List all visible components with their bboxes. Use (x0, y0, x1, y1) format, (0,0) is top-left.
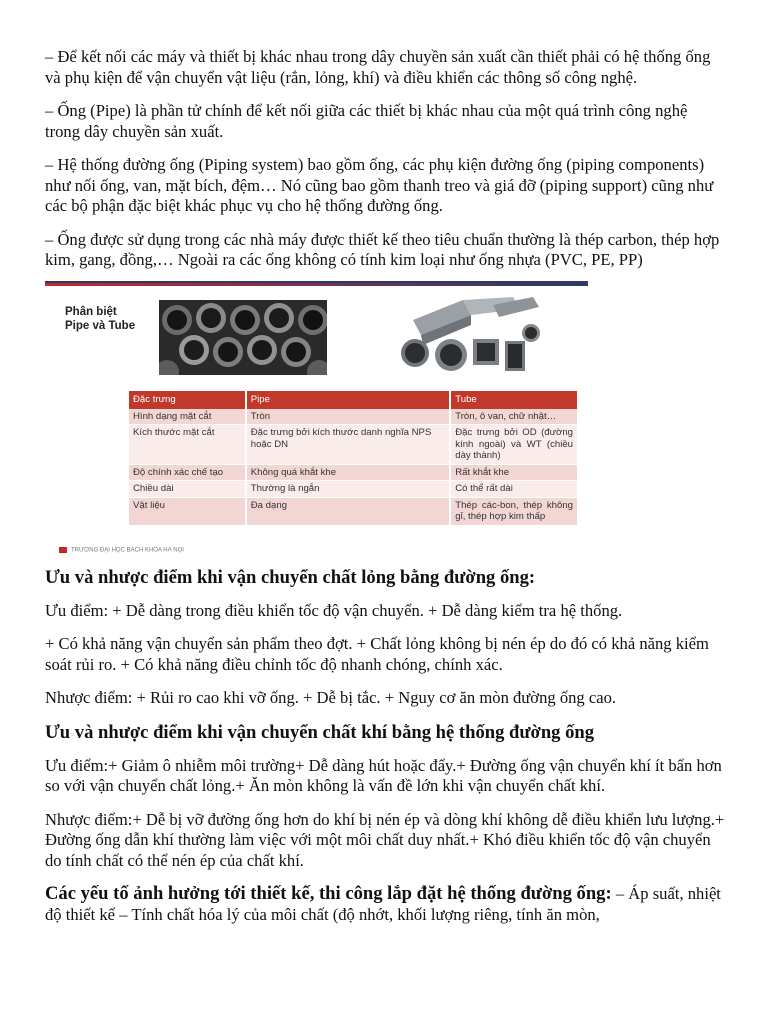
table-cell: Thép các-bon, thép không gỉ, thép hợp kim thấp (450, 497, 578, 525)
table-cell: Độ chính xác chế tạo (129, 464, 246, 481)
table-cell: Đặc trưng bởi OD (đường kính ngoài) và WT (chiều dày thành) (450, 425, 578, 465)
table-cell: Rất khắt khe (450, 464, 578, 481)
table-cell: Đa dạng (246, 497, 451, 525)
table-cell: Tròn (246, 409, 451, 425)
pipe-bundle-photo (159, 300, 327, 375)
university-logo-icon (59, 547, 67, 553)
table-header-pipe: Pipe (246, 391, 451, 409)
pipe-vs-tube-slide (45, 281, 588, 555)
pipe-tube-comparison-table (129, 391, 579, 526)
top-margin (45, 0, 725, 47)
slide-title (65, 305, 155, 333)
table-header-feature: Đặc trưng (129, 391, 246, 409)
table-row (129, 481, 578, 498)
table-cell: Hình dạng mặt cắt (129, 409, 246, 425)
table-header-row (129, 391, 578, 409)
paragraph-gas-cons: Nhược điểm:+ Dễ bị vỡ đường ống hơn do khí bị nén ép và dòng khí không dễ điều khiển lưu lượng.+ Đường ống dẫn khí thường làm việc với một môi chất duy nhất.+ Khó điều khiển tốc độ vận chuyển do tính chất có thể nén ép của chất khí. (45, 809, 725, 870)
slide-title-line-2: Pipe và Tube (65, 319, 136, 332)
table-cell: Tròn, ô van, chữ nhật… (450, 409, 578, 425)
table-row (129, 497, 578, 525)
table-cell: Không quá khắt khe (246, 464, 451, 481)
tube-profiles-photo (393, 295, 543, 377)
slide-footer-text: TRƯỜNG ĐẠI HỌC BÁCH KHOA HÀ NỘI (71, 547, 184, 554)
table-row (129, 464, 578, 481)
table-cell: Đặc trưng bởi kích thước danh nghĩa NPS hoặc DN (246, 425, 451, 465)
document-page (45, 0, 725, 938)
paragraph-liquid-pros: Ưu điểm: + Dễ dàng trong điều khiển tốc độ vận chuyển. + Dễ dàng kiểm tra hệ thống. (45, 600, 623, 620)
paragraph-design-factors (45, 884, 725, 925)
section-heading-factors: Các yếu tố ảnh hưởng tới thiết kế, thi công lắp đặt hệ thống đường ống: (45, 883, 612, 904)
slide-footer (59, 547, 579, 555)
table-cell: Có thể rất dài (450, 481, 578, 498)
slide-title-line-1: Phân biệt (65, 305, 117, 318)
tube-shapes-icon (401, 297, 540, 371)
table-cell: Kích thước mặt cắt (129, 425, 246, 465)
section-heading-gas: Ưu và nhược điểm khi vận chuyển chất khí bằng hệ thống đường ống (45, 721, 595, 743)
table-cell: Thường là ngắn (246, 481, 451, 498)
table-cell: Chiều dài (129, 481, 246, 498)
table-cell: Vật liệu (129, 497, 246, 525)
table-row (129, 425, 578, 465)
paragraph-intro-4: – Ống được sử dụng trong các nhà máy được thiết kế theo tiêu chuẩn thường là thép carbon, thép hợp kim, gang, đồng,… Ngoài ra các ống không có tính kim loại như ống nhựa (PVC, PE, PP) (45, 229, 720, 269)
slide-top-bar (45, 283, 588, 286)
table-header-tube: Tube (450, 391, 578, 409)
paragraph-intro-3: – Hệ thống đường ống (Piping system) bao gồm ống, các phụ kiện đường ống (piping components) như nối ống, van, mặt bích, đệm… Nó cũng bao gồm thanh treo và giá đỡ (piping support) cũng như các bộ phận đặc biệt khác phục vụ cho hệ thống đường ống. (45, 155, 714, 215)
paragraph-intro-2: – Ống (Pipe) là phần tử chính để kết nối giữa các thiết bị khác nhau của một quá trình công nghệ trong dây chuyền sản xuất. (45, 101, 688, 141)
paragraph-liquid-cons: Nhược điểm: + Rủi ro cao khi vỡ ống. + Dễ bị tắc. + Nguy cơ ăn mòn đường ống cao. (45, 688, 617, 707)
design-factors-text: – Áp suất, nhiệt độ thiết kế – Tính chất hóa lý của môi chất (độ nhớt, khối lượng riêng, tính ăn mòn, (45, 884, 721, 924)
paragraph-intro-1: – Để kết nối các máy và thiết bị khác nhau trong dây chuyền sản xuất cần thiết phải có hệ thống ống và phụ kiện để vận chuyển vật liệu (rắn, lỏng, khí) và điều khiển các thông số công nghệ. (45, 47, 711, 87)
table-row (129, 409, 578, 425)
section-heading-liquid: Ưu và nhược điểm khi vận chuyển chất lỏng bằng đường ống: (45, 566, 536, 588)
paragraph-gas-pros: Ưu điểm:+ Giảm ô nhiễm môi trường+ Dễ dàng hút hoặc đẩy.+ Đường ống vận chuyển khí ít bẩn hơn so với vận chuyển chất lỏng.+ Ăn mòn không là vấn đề lớn khi vận chuyển chất khí. (45, 755, 722, 795)
paragraph-liquid-pros-cont: + Có khả năng vận chuyển sản phẩm theo đợt. + Chất lỏng không bị nén ép do đó có khả năng kiểm soát rủi ro. + Có khả năng điều chỉnh tốc độ nhanh chóng, chính xác. (45, 634, 709, 674)
